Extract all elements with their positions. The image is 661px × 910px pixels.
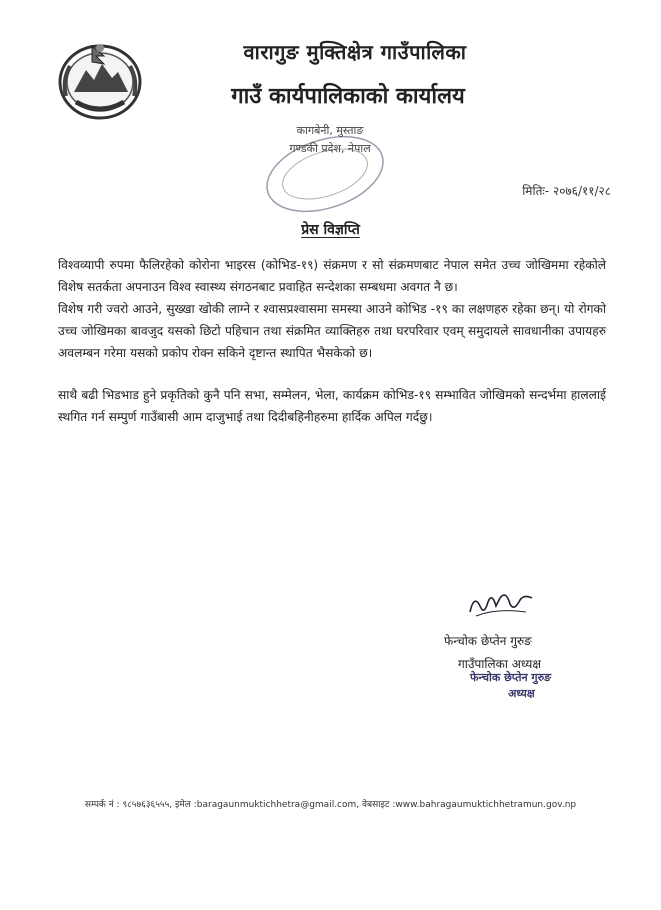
notice-title-text: प्रेस विज्ञप्ति: [301, 222, 360, 238]
notice-title: [0, 220, 661, 239]
nepal-emblem-icon: [52, 36, 148, 122]
signatory-title: गाउँपालिका अध्यक्ष: [458, 657, 541, 671]
signatory-stamp-title: अध्यक्ष: [508, 687, 535, 700]
footer-contact: सम्पर्क नं : ९८५७६३६५५५, इमेल :baragaunmuktichhetra@gmail.com, वेबसाइट :www.bahragaumuktichhetramun.gov.np: [84, 800, 577, 810]
office-name-line1: वारागुङ मुक्तिक्षेत्र गाउँपालिका: [243, 40, 467, 64]
address-line-1: कागबेनी, मुस्ताङ: [296, 124, 364, 137]
notice-paragraph: विशेष गरी ज्वरो आउने, सुख्खा खोकी लाग्ने र श्वासप्रश्वासमा समस्या आउने कोभिड -१९ का लक्षणहरु रहेका छन्। यो रोगको उच्च जोखिमका बावजुद यसको छिटो पहिचान तथा संक्रमित व्याक्तिहरु तथा घरपरिवार एवम् समुदायले सावधानीका उपायहरु अवलम्बन गरेमा यसको प्रकोप रोक्न सकिने दृष्टान्त स्थापित भैसकेको छ।: [58, 302, 606, 360]
notice-body: [58, 254, 606, 428]
handwritten-signature-icon: [466, 586, 536, 620]
signatory-stamp-name: फेन्चोक छेप्तेन गुरुङ: [470, 671, 552, 684]
notice-paragraph: साथै बढी भिडभाड हुने प्रकृतिको कुनै पनि सभा, सम्मेलन, भेला, कार्यक्रम कोभिड-१९ सम्भावित जोखिमको सन्दर्भमा हाललाई स्थगित गर्न सम्पुर्ण गाउँबासी आम दाजुभाई तथा दिदीबहिनीहरुमा हार्दिक अपिल गर्दछु।: [58, 388, 606, 424]
address-line-2: गण्डकी प्रदेश, नेपाल: [289, 142, 371, 155]
signatory-name: फेन्चोक छेप्तेन गुरुङ: [444, 634, 532, 648]
notice-date: मितिः- २०७६/११/२८: [522, 184, 611, 198]
office-address: [250, 122, 410, 158]
notice-paragraph: विश्वव्यापी रुपमा फैलिरहेको कोरोना भाइरस (कोभिड-१९) संक्रमण र सो संक्रमणबाट नेपाल समेत उच्च जोखिममा रहेकोले विशेष सतर्कता अपनाउन विश्व स्वास्थ्य संगठनबाट प्रवाहित सन्देशका सम्बधमा अवगत नै छ।: [58, 258, 606, 294]
office-name-line2: गाउँ कार्यपालिकाको कार्यालय: [231, 84, 465, 109]
